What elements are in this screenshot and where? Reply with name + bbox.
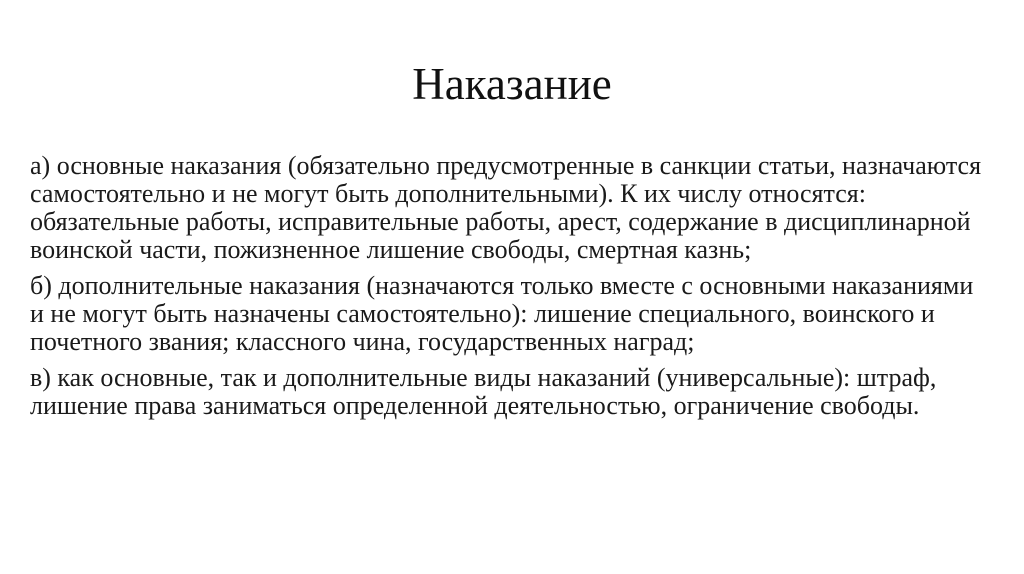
paragraph-universal-punishments: в) как основные, так и дополнительные виды наказаний (универсальные): штраф, лишение права заниматься определенной деятельностью, ограничение свободы. — [30, 363, 937, 420]
slide-title: Наказание — [412, 59, 612, 109]
paragraph-additional-punishments: б) дополнительные наказания (назначаются только вместе с основными наказаниями и не могут быть назначены самостоятельно): лишение специального, воинского и почетного звания; классного чина, государственных наград; — [30, 271, 974, 356]
paragraph-main-punishments: а) основные наказания (обязательно предусмотренные в санкции статьи, назначаются самостоятельно и не могут быть дополнительными). К их числу относятся: обязательные работы, исправительные работы, арест, содержание в дисциплинарной воинской части, пожизненное лишение свободы, смертная казнь; — [30, 151, 982, 264]
slide-body — [30, 152, 990, 428]
